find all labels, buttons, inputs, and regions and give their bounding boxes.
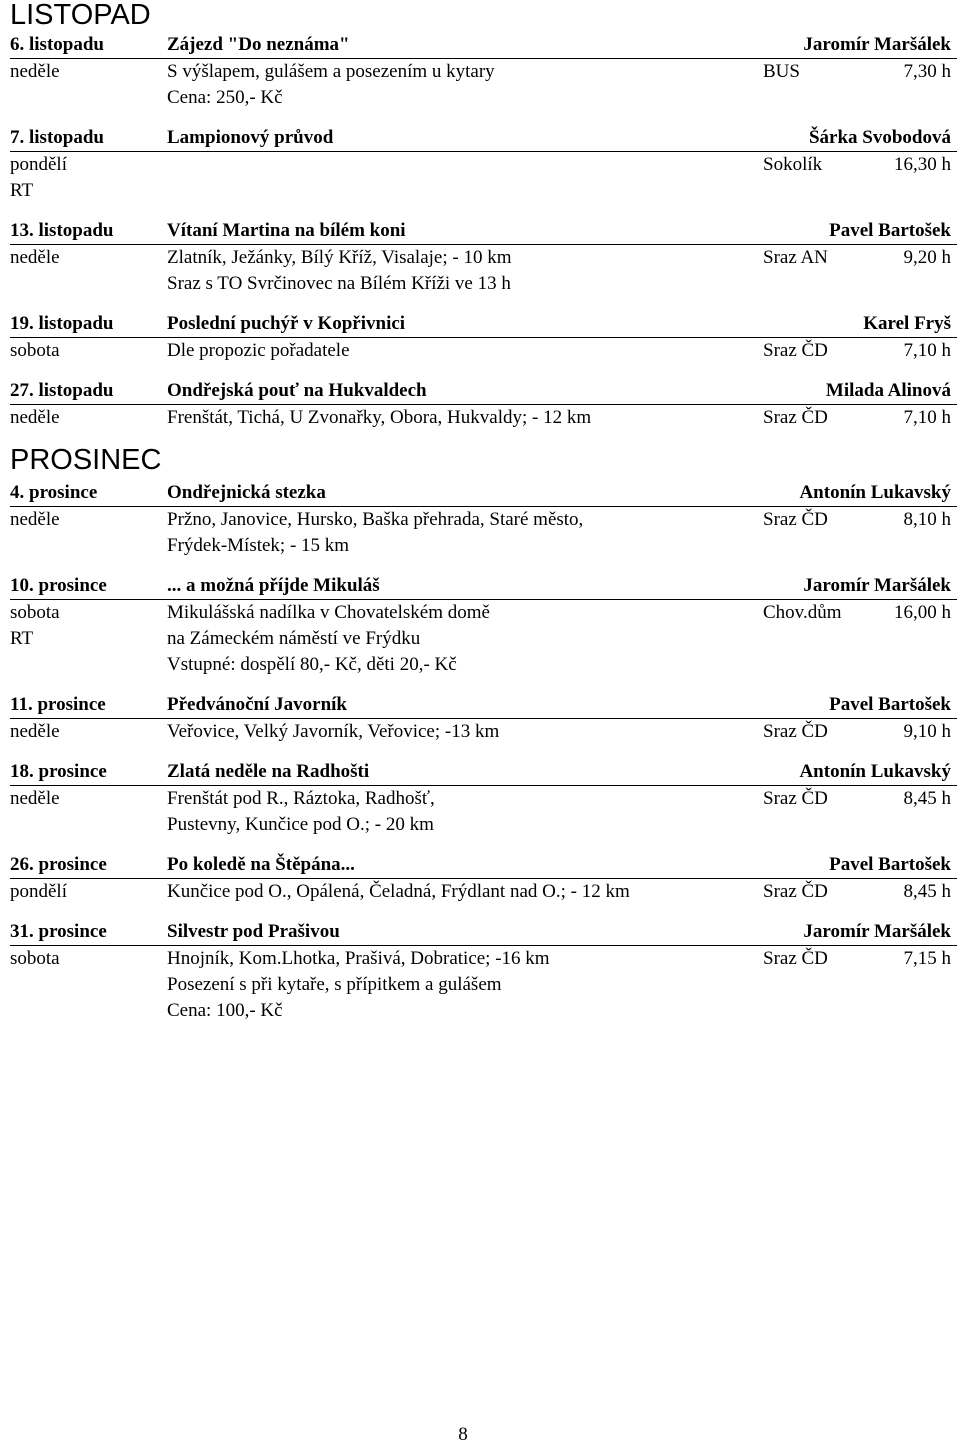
event-header [10,218,957,245]
event-description: Zlatník, Ježánky, Bílý Kříž, Visalaje; - 10 km [167,247,512,268]
event-day: neděle [10,721,60,742]
event-description: Kunčice pod O., Opálená, Čeladná, Frýdlant nad O.; - 12 km [167,881,630,902]
event-leader: Jaromír Maršálek [803,34,951,55]
event-title: ... a možná příjde Mikuláš [167,575,380,596]
event-detail-row [10,972,957,998]
event-detail-row [10,946,957,972]
event-title: Po koledě na Štěpána... [167,854,355,875]
event-title: Zájezd "Do neznáma" [167,34,350,55]
event-day: RT [10,180,34,201]
event-detail-row [10,533,957,559]
event-block [10,378,957,431]
event-day: neděle [10,509,60,530]
event-detail-row [10,59,957,85]
meeting-place: Sraz AN [763,247,828,268]
event-detail-row [10,812,957,838]
meeting-place: Sraz ČD [763,340,828,361]
event-block [10,218,957,297]
event-description: Sraz s TO Svrčinovec na Bílém Kříži ve 13 h [167,273,511,294]
month-heading: PROSINEC [10,444,162,476]
event-day: pondělí [10,881,67,902]
event-date: 6. listopadu [10,34,104,55]
event-description: Cena: 250,- Kč [167,87,283,108]
event-detail-row [10,786,957,812]
event-header [10,378,957,405]
meeting-time: 8,10 h [903,509,951,530]
event-detail-row [10,85,957,111]
meeting-place: BUS [763,61,800,82]
event-date: 27. listopadu [10,380,114,401]
event-header [10,125,957,152]
meeting-place: Sraz ČD [763,509,828,530]
meeting-place: Sraz ČD [763,407,828,428]
meeting-place: Chov.dům [763,602,842,623]
event-block [10,32,957,111]
meeting-time: 16,00 h [894,602,951,623]
event-leader: Antonín Lukavský [799,761,951,782]
month-heading: LISTOPAD [10,0,151,31]
event-date: 19. listopadu [10,313,114,334]
event-description: na Zámeckém náměstí ve Frýdku [167,628,421,649]
event-detail-row [10,879,957,905]
event-description: Dle propozic pořadatele [167,340,350,361]
event-description: Posezení s při kytaře, s přípitkem a gulášem [167,974,502,995]
meeting-place: Sraz ČD [763,721,828,742]
event-day: neděle [10,247,60,268]
event-detail-row [10,507,957,533]
event-detail-row [10,719,957,745]
event-date: 7. listopadu [10,127,104,148]
event-date: 26. prosince [10,854,107,875]
event-header [10,852,957,879]
event-detail-row [10,626,957,652]
event-title: Lampionový průvod [167,127,334,148]
event-header [10,32,957,59]
event-detail-row [10,178,957,204]
event-description: Cena: 100,- Kč [167,1000,283,1021]
event-header [10,311,957,338]
event-header [10,480,957,507]
meeting-time: 8,45 h [903,881,951,902]
event-date: 31. prosince [10,921,107,942]
event-detail-row [10,998,957,1024]
event-leader: Karel Fryš [863,313,951,334]
event-day: neděle [10,788,60,809]
event-block [10,573,957,678]
event-description: S výšlapem, gulášem a posezením u kytary [167,61,495,82]
event-day: sobota [10,948,60,969]
event-description: Hnojník, Kom.Lhotka, Prašivá, Dobratice; -16 km [167,948,550,969]
event-header [10,692,957,719]
event-title: Zlatá neděle na Radhošti [167,761,370,782]
event-description: Pustevny, Kunčice pod O.; - 20 km [167,814,434,835]
event-day: RT [10,628,34,649]
event-title: Silvestr pod Prašivou [167,921,340,942]
meeting-place: Sokolík [763,154,823,175]
event-title: Předvánoční Javorník [167,694,347,715]
event-description: Frenštát, Tichá, U Zvonařky, Obora, Hukvaldy; - 12 km [167,407,592,428]
event-leader: Jaromír Maršálek [803,921,951,942]
event-description: Frýdek-Místek; - 15 km [167,535,350,556]
event-detail-row [10,245,957,271]
event-day: pondělí [10,154,67,175]
event-date: 4. prosince [10,482,98,503]
meeting-time: 8,45 h [903,788,951,809]
meeting-time: 7,10 h [903,407,951,428]
page-number: 8 [458,1424,468,1445]
event-day: neděle [10,407,60,428]
event-description: Pržno, Janovice, Hursko, Baška přehrada, Staré město, [167,509,584,530]
event-detail-row [10,652,957,678]
event-block [10,311,957,364]
event-day: neděle [10,61,60,82]
event-detail-row [10,152,957,178]
event-leader: Šárka Svobodová [808,127,951,148]
event-description: Vstupné: dospělí 80,- Kč, děti 20,- Kč [167,654,457,675]
meeting-time: 7,30 h [903,61,951,82]
meeting-place: Sraz ČD [763,881,828,902]
event-leader: Jaromír Maršálek [803,575,951,596]
event-day: sobota [10,602,60,623]
meeting-place: Sraz ČD [763,948,828,969]
event-leader: Pavel Bartošek [829,694,951,715]
meeting-time: 9,10 h [903,721,951,742]
event-date: 18. prosince [10,761,107,782]
event-description: Veřovice, Velký Javorník, Veřovice; -13 km [167,721,500,742]
event-day: sobota [10,340,60,361]
event-block [10,692,957,745]
event-description: Mikulášská nadílka v Chovatelském domě [167,602,490,623]
event-header [10,759,957,786]
event-header [10,573,957,600]
event-date: 11. prosince [10,694,106,715]
event-title: Ondřejnická stezka [167,482,326,503]
meeting-time: 9,20 h [903,247,951,268]
event-title: Vítaní Martina na bílém koni [167,220,406,241]
event-leader: Antonín Lukavský [799,482,951,503]
event-date: 10. prosince [10,575,107,596]
event-detail-row [10,271,957,297]
meeting-time: 7,10 h [903,340,951,361]
event-title: Ondřejská pouť na Hukvaldech [167,380,427,401]
event-date: 13. listopadu [10,220,114,241]
meeting-place: Sraz ČD [763,788,828,809]
event-leader: Milada Alinová [825,380,951,401]
event-description: Frenštát pod R., Ráztoka, Radhošť, [167,788,435,809]
event-title: Poslední puchýř v Kopřivnici [167,313,406,334]
event-detail-row [10,405,957,431]
event-block [10,852,957,905]
meeting-time: 16,30 h [894,154,951,175]
event-detail-row [10,338,957,364]
meeting-time: 7,15 h [903,948,951,969]
event-block [10,480,957,559]
event-leader: Pavel Bartošek [829,854,951,875]
event-block [10,919,957,1024]
event-leader: Pavel Bartošek [829,220,951,241]
event-block [10,125,957,204]
event-block [10,759,957,838]
event-detail-row [10,600,957,626]
event-header [10,919,957,946]
